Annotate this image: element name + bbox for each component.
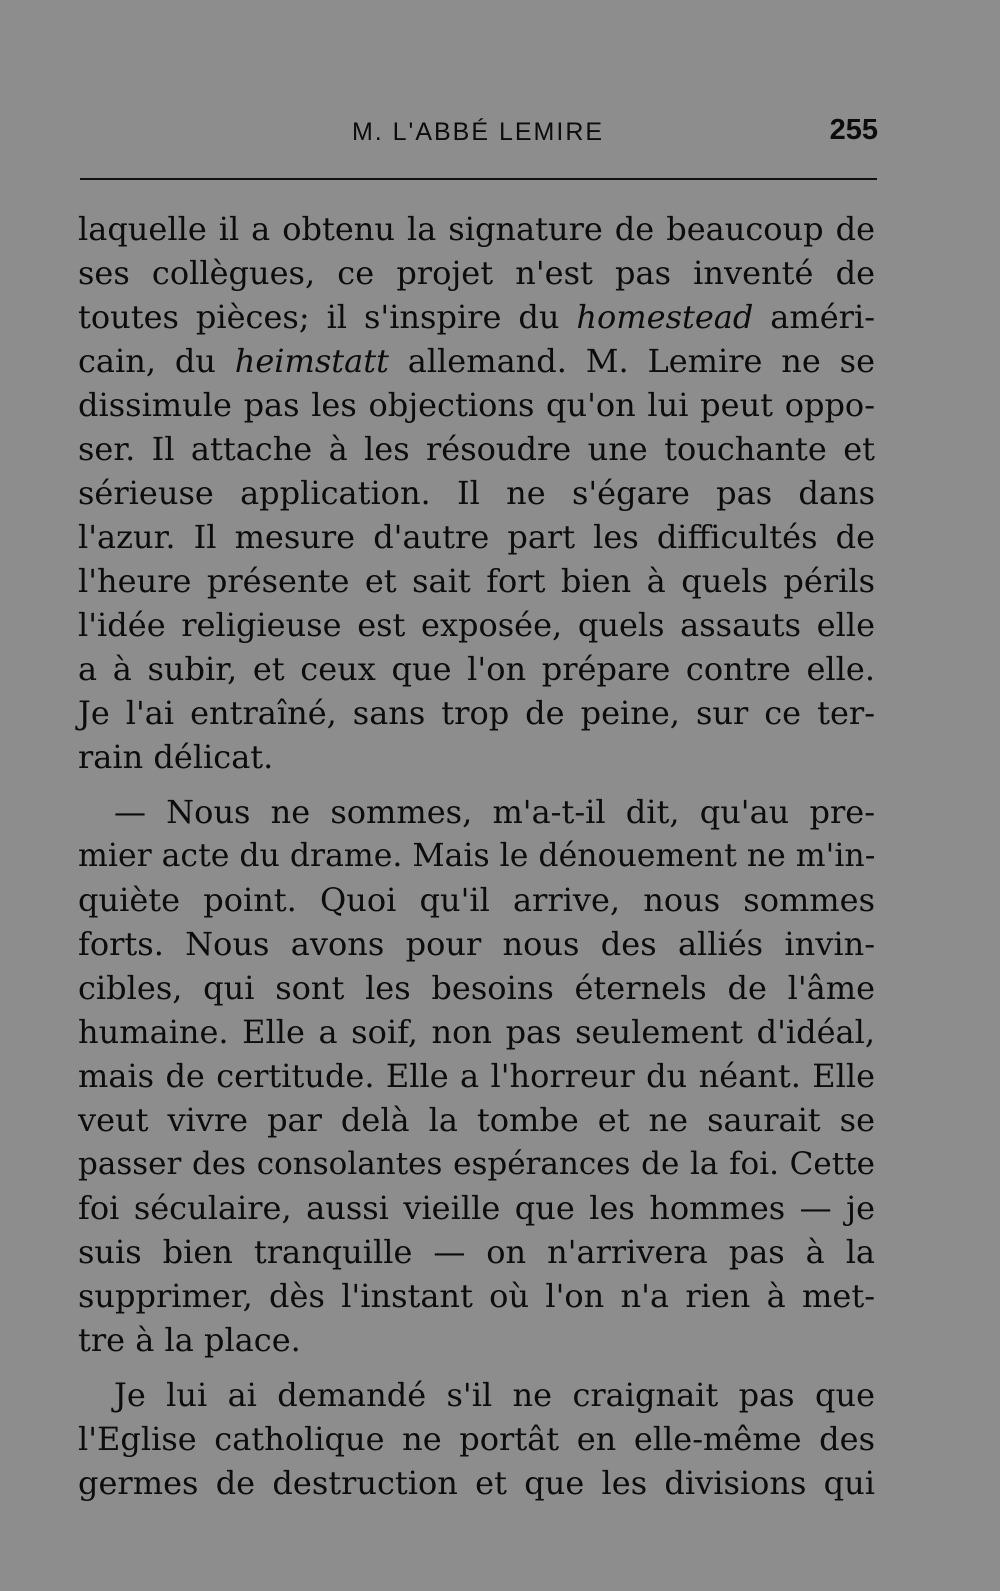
text-line: l'Eglise catholique ne portât en elle-même des <box>78 1420 875 1458</box>
italic-term-heimstatt: heimstatt <box>234 342 389 380</box>
text-line: quiète point. Quoi qu'il arrive, nous sommes <box>78 881 875 919</box>
text-line <box>78 295 875 339</box>
text-line: passer des consolantes espérances de la foi. Cette <box>78 1146 875 1182</box>
text-line: dissimule pas les objections qu'on lui peut oppo- <box>78 386 875 424</box>
text-line: cibles, qui sont les besoins éternels de l'âme <box>78 969 875 1007</box>
text-line: Je l'ai entraîné, sans trop de peine, sur ce ter- <box>78 694 875 732</box>
text-line: tre à la place. <box>78 1321 301 1359</box>
text-segment: allemand. M. Lemire ne se <box>388 342 876 380</box>
running-title: M. L'ABBÉ LEMIRE <box>351 118 605 146</box>
text-line: l'azur. Il mesure d'autre part les difficultés de <box>78 518 875 556</box>
text-segment: cain, du <box>78 342 235 380</box>
text-line: humaine. Elle a soif, non pas seulement d'idéal, <box>78 1013 875 1051</box>
text-line: veut vivre par delà la tombe et ne saurait se <box>78 1101 875 1139</box>
text-line: foi séculaire, aussi vieille que les hommes — je <box>78 1189 875 1227</box>
text-line: Je lui ai demandé s'il ne craignait pas que <box>114 1376 875 1414</box>
text-line: supprimer, dès l'instant où l'on n'a rien à met- <box>78 1277 875 1315</box>
text-line: l'idée religieuse est exposée, quels assauts elle <box>78 606 875 644</box>
text-segment: améri- <box>753 298 876 336</box>
text-line: ses collègues, ce projet n'est pas inventé de <box>78 254 875 292</box>
text-line: mais de certitude. Elle a l'horreur du néant. Elle <box>78 1057 875 1095</box>
page-number: 255 <box>829 114 878 146</box>
italic-term-homestead: homestead <box>576 298 754 336</box>
text-line: laquelle il a obtenu la signature de beaucoup de <box>78 210 875 248</box>
text-segment: toutes pièces; il s'inspire du <box>78 298 577 336</box>
body-text <box>78 207 875 1505</box>
text-line: a à subir, et ceux que l'on prépare contre elle. <box>78 650 875 688</box>
paragraph-1 <box>78 207 875 779</box>
text-line: germes de destruction et que les divisions qui <box>78 1464 875 1502</box>
paragraph-2 <box>78 790 875 1362</box>
text-line: — Nous ne sommes, m'a-t-il dit, qu'au pre- <box>114 793 875 831</box>
text-line: mier acte du drame. Mais le dénouement ne m'in- <box>78 838 876 874</box>
text-line: l'heure présente et sait fort bien à quels périls <box>78 562 875 600</box>
text-line: sérieuse application. Il ne s'égare pas dans <box>78 474 875 512</box>
text-line <box>78 339 875 383</box>
text-line: suis bien tranquille — on n'arrivera pas à la <box>78 1233 875 1271</box>
running-head <box>78 112 878 152</box>
header-rule <box>80 178 877 180</box>
text-line: rain délicat. <box>78 738 274 776</box>
paragraph-3 <box>78 1373 875 1505</box>
text-line: ser. Il attache à les résoudre une touchante et <box>78 430 875 468</box>
text-line: forts. Nous avons pour nous des alliés invin- <box>78 925 875 963</box>
